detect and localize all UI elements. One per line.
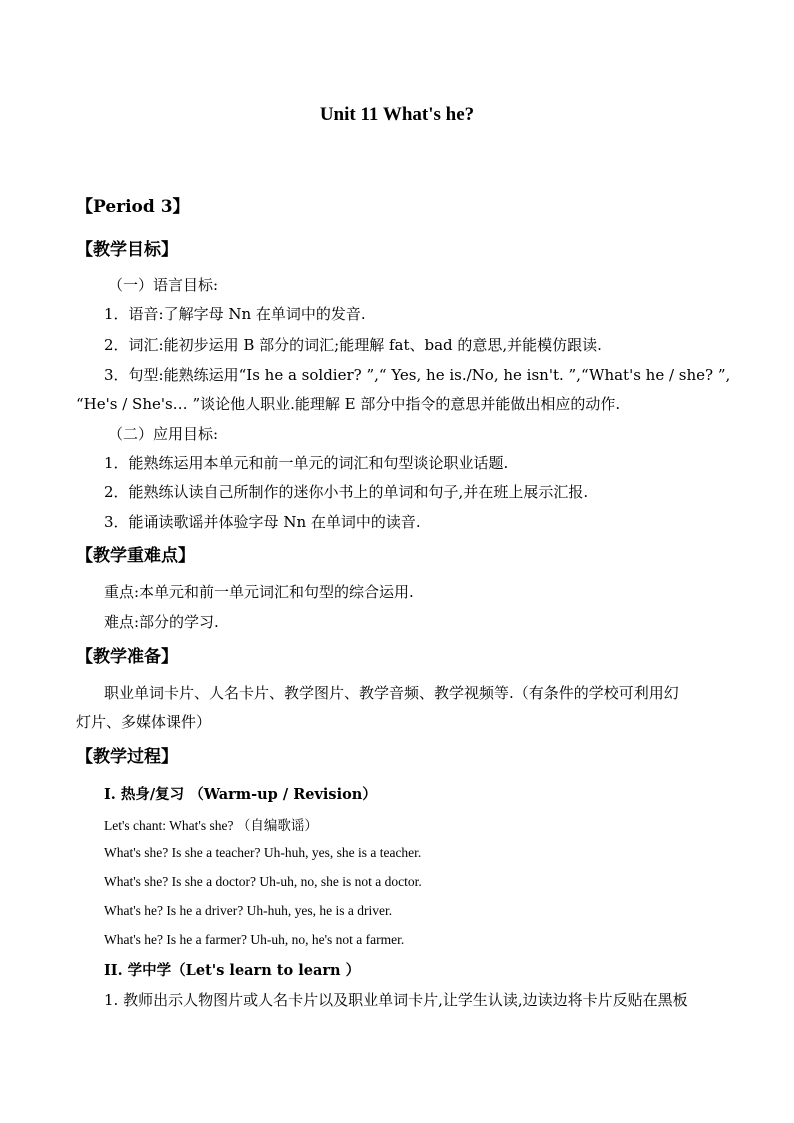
step2-title: II. 学中学（Let's learn to learn ） bbox=[104, 962, 361, 979]
key-points-heading: 【教学重难点】 bbox=[76, 546, 195, 566]
key-point-text: 重点:本单元和前一单元词汇和句型的综合运用. bbox=[104, 583, 414, 601]
difficult-point-text: 难点:部分的学习. bbox=[104, 613, 219, 631]
preparation-text-cont: 灯片、多媒体课件） bbox=[76, 713, 212, 731]
app-goal-item: 1．能熟练运用本单元和前一单元的词汇和句型谈论职业话题. bbox=[104, 454, 509, 472]
chant-intro: Let's chant: What's she? （自编歌谣） bbox=[104, 818, 318, 833]
lang-goal-item: 2．词汇:能初步运用 B 部分的词汇;能理解 fat、bad 的意思,并能模仿跟读. bbox=[104, 336, 602, 354]
lang-goal-item: 1．语音:了解字母 Nn 在单词中的发音. bbox=[104, 305, 366, 323]
preparation-heading: 【教学准备】 bbox=[76, 647, 178, 667]
preparation-text: 职业单词卡片、人名卡片、教学图片、教学音频、教学视频等.（有条件的学校可利用幻 bbox=[104, 684, 679, 702]
app-goal-item: 2．能熟练认读自己所制作的迷你小书上的单词和句子,并在班上展示汇报. bbox=[104, 483, 589, 501]
process-heading: 【教学过程】 bbox=[76, 747, 178, 767]
app-goal-item: 3．能诵读歌谣并体验字母 Nn 在单词中的读音. bbox=[104, 513, 421, 531]
period-heading: 【Period 3】 bbox=[76, 197, 190, 217]
chant-line: What's he? Is he a farmer? Uh-uh, no, he's not a farmer. bbox=[104, 932, 405, 947]
app-goals-label: （二）应用目标: bbox=[108, 425, 219, 443]
step2-text: 1. 教师出示人物图片或人名卡片以及职业单词卡片,让学生认读,边读边将卡片反贴在黑板 bbox=[104, 991, 688, 1009]
lang-goals-label: （一）语言目标: bbox=[108, 276, 219, 294]
step1-title: I. 热身/复习 （Warm-up / Revision） bbox=[104, 786, 377, 803]
lang-goal-item: 3．句型:能熟练运用“Is he a soldier? ”,“ Yes, he is./No, he isn't. ”,“What's he / she? ”, bbox=[104, 366, 731, 384]
lang-goal-continuation: “He's / She's… ”谈论他人职业.能理解 E 部分中指令的意思并能做出相应的动作. bbox=[76, 395, 621, 413]
chant-line: What's he? Is he a driver? Uh-huh, yes, he is a driver. bbox=[104, 903, 393, 918]
page-title: Unit 11 What's he? bbox=[319, 104, 475, 125]
chant-line: What's she? Is she a doctor? Uh-uh, no, she is not a doctor. bbox=[104, 874, 422, 889]
chant-line: What's she? Is she a teacher? Uh-huh, yes, she is a teacher. bbox=[104, 845, 422, 860]
goals-heading: 【教学目标】 bbox=[76, 240, 178, 260]
